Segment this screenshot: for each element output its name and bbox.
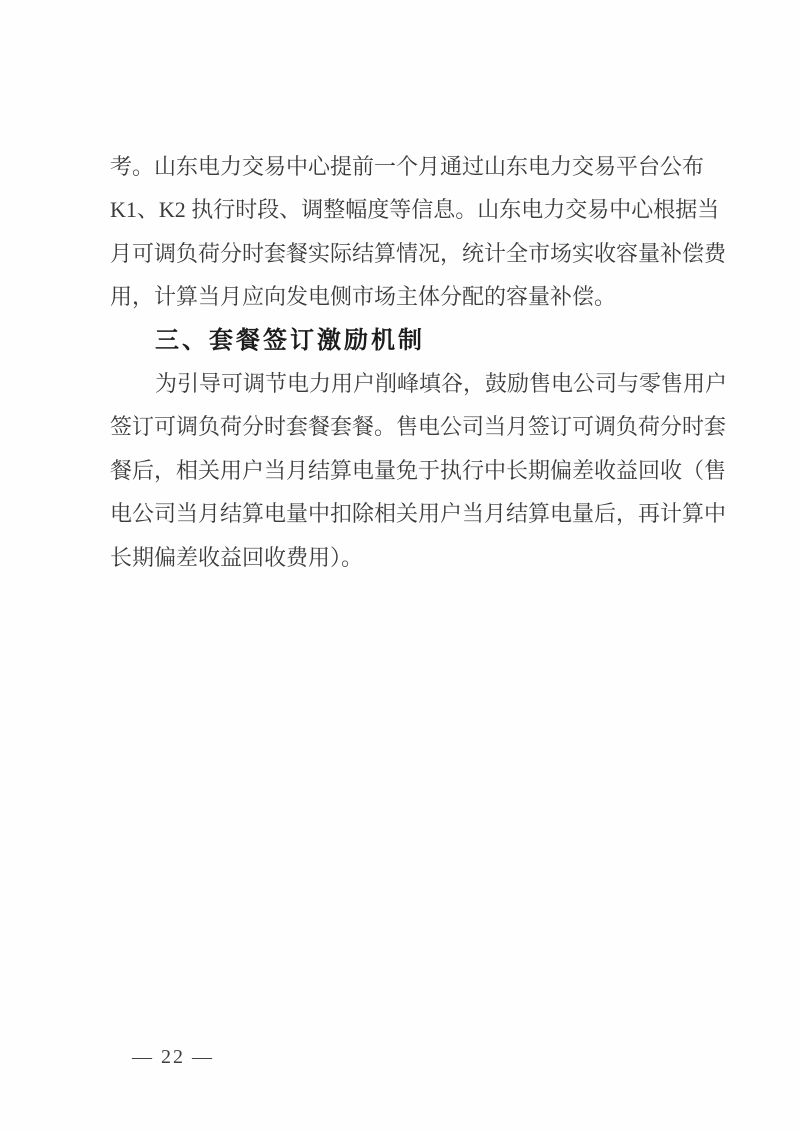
paragraph2-line-3: 餐后，相关用户当月结算电量免于执行中长期偏差收益回收（售	[110, 457, 727, 483]
paragraph1-line-3: 月可调负荷分时套餐实际结算情况，统计全市场实收容量补偿费	[110, 240, 727, 266]
paragraph1-line-4: 用，计算当月应向发电侧市场主体分配的容量补偿。	[110, 284, 617, 310]
section-heading: 三、套餐签订激励机制	[155, 326, 425, 354]
page-number: — 22 —	[132, 1046, 214, 1068]
paragraph1-line-2: K1、K2 执行时段、调整幅度等信息。山东电力交易中心根据当	[110, 197, 720, 223]
paragraph2-line-2: 签订可调负荷分时套餐套餐。售电公司当月签订可调负荷分时套	[110, 414, 727, 440]
paragraph2-line-1: 为引导可调节电力用户削峰填谷，鼓励售电公司与零售用户	[155, 370, 728, 396]
text-block	[110, 145, 728, 579]
paragraph2-line-4: 电公司当月结算电量中扣除相关用户当月结算电量后，再计算中	[110, 501, 727, 527]
paragraph2-line-5: 长期偏差收益回收费用）。	[110, 544, 364, 570]
paragraph1-line-1: 考。山东电力交易中心提前一个月通过山东电力交易平台公布	[110, 154, 705, 179]
